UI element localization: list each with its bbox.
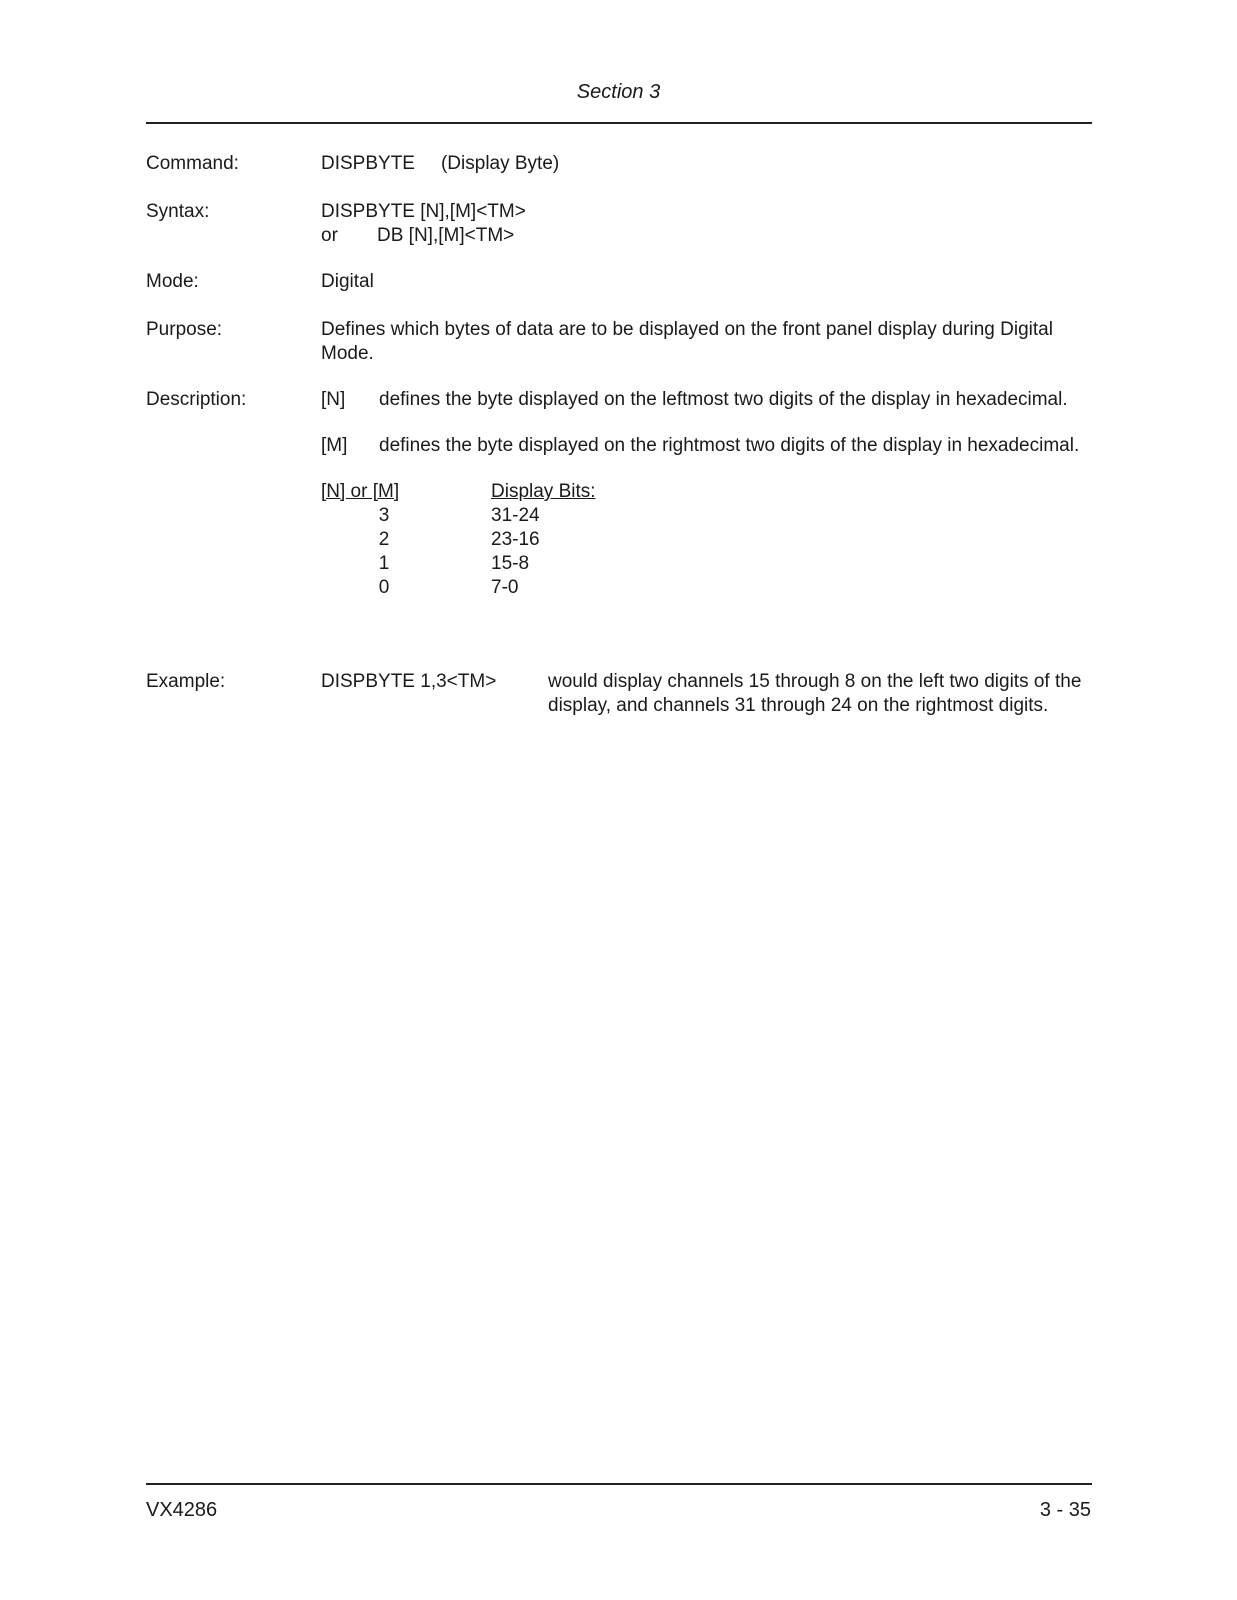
table-cell-byte: 3 [378, 505, 390, 526]
footer-rule [146, 1483, 1092, 1485]
display-bits-table [321, 480, 1092, 600]
param-key: [N] [321, 389, 346, 410]
table-header-bits: Display Bits: [491, 481, 596, 502]
param-key: [M] [321, 435, 348, 456]
section-header: Section 3 [576, 81, 661, 103]
example-label: Example: [146, 671, 226, 692]
mode-label: Mode: [146, 271, 199, 292]
table-header-byte: [N] or [M] [321, 481, 400, 502]
param-text: defines the byte displayed on the leftmost two digits of the display in hexadecimal. [379, 389, 1068, 410]
param-text: defines the byte displayed on the rightmost two digits of the display in hexadecimal. [379, 435, 1080, 456]
table-row [321, 552, 1092, 576]
purpose-label: Purpose: [146, 319, 223, 340]
syntax-line-1: DISPBYTE [N],[M]<TM> [321, 201, 526, 222]
command-name: DISPBYTE [321, 153, 415, 174]
table-cell-bits: 31-24 [491, 505, 540, 526]
command-label: Command: [146, 153, 239, 174]
command-description: (Display Byte) [440, 153, 560, 174]
header-rule [146, 122, 1092, 124]
command-content [321, 152, 1092, 176]
table-cell-bits: 15-8 [491, 553, 530, 574]
table-cell-bits: 7-0 [491, 577, 519, 598]
example-command: DISPBYTE 1,3<TM> [321, 671, 497, 692]
example-text: would display channels 15 through 8 on the left two digits of the display, and channels 31 through 24 on the rightmost digits. [548, 671, 1082, 716]
table-cell-byte: 2 [378, 529, 390, 550]
table-row [321, 504, 1092, 528]
footer-model: VX4286 [146, 1499, 218, 1521]
table-row [321, 576, 1092, 600]
table-cell-byte: 0 [378, 577, 390, 598]
param-m [321, 434, 1092, 458]
mode-value: Digital [321, 271, 374, 292]
syntax-label: Syntax: [146, 201, 210, 222]
table-cell-bits: 23-16 [491, 529, 540, 550]
table-cell-byte: 1 [378, 553, 390, 574]
syntax-or: or [321, 225, 338, 246]
page-number: 3 - 35 [1039, 1499, 1091, 1521]
example-content [321, 670, 1092, 718]
syntax-alternative [321, 224, 1092, 248]
table-header-row [321, 480, 1092, 504]
table-row [321, 528, 1092, 552]
purpose-text: Defines which bytes of data are to be displayed on the front panel display during Digital Mode. [321, 319, 1053, 364]
param-n [321, 388, 1092, 412]
description-label: Description: [146, 389, 247, 410]
description-content [321, 388, 1092, 600]
syntax-content [321, 200, 1092, 248]
syntax-line-2: DB [N],[M]<TM> [377, 225, 515, 246]
